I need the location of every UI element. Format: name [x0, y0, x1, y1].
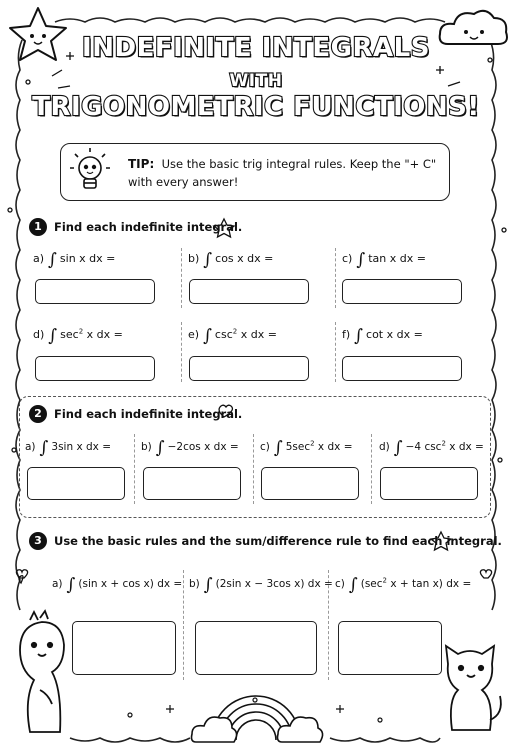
exponent: 2 [310, 439, 315, 448]
answer-box-2b[interactable] [143, 467, 241, 500]
problem-expression: −2cos x dx = [167, 441, 239, 453]
problem-expression-end: x + tan x) dx = [387, 578, 472, 590]
problem-expression: cot x dx = [366, 328, 423, 341]
problem-expression: csc [214, 328, 233, 341]
divider [335, 248, 336, 308]
divider [183, 570, 184, 680]
title-line-1: INDEFINITE INTEGRALS [82, 33, 430, 63]
tip-label: TIP: [128, 157, 155, 171]
integral-sign: ∫ [348, 575, 358, 595]
integral-sign: ∫ [66, 575, 76, 595]
problem-3a [52, 575, 182, 595]
answer-box-3c[interactable] [338, 621, 442, 675]
answer-box-2a[interactable] [27, 467, 125, 500]
title-line-2: WITH [229, 71, 283, 91]
exponent: 2 [232, 327, 238, 336]
problem-expression: sec [60, 328, 79, 341]
integral-sign: ∫ [155, 438, 165, 458]
tip-line-1: Use the basic trig integral rules. Keep the "+ C" [161, 157, 437, 171]
bottom-sparkles [128, 698, 382, 722]
section-1-number: 1 [29, 218, 47, 236]
problem-expression: 3sin x dx = [51, 441, 112, 453]
problem-label: c) [260, 441, 270, 453]
problem-expression-end: x dx = [445, 441, 484, 453]
answer-box-1b[interactable] [189, 279, 309, 304]
problem-2c [260, 438, 353, 458]
problem-label: a) [25, 441, 36, 453]
answer-box-3b[interactable] [195, 621, 317, 675]
problem-3c [335, 575, 471, 595]
section-2-number: 2 [29, 405, 47, 423]
answer-box-3a[interactable] [72, 621, 176, 675]
problem-label: f) [342, 328, 351, 341]
exponent: 2 [382, 576, 388, 585]
problem-expression: 5sec [285, 441, 311, 453]
title-line-3: TRIGONOMETRIC FUNCTIONS! [32, 92, 480, 122]
divider [371, 434, 372, 504]
answer-box-2c[interactable] [261, 467, 359, 500]
exponent: 2 [78, 327, 84, 336]
section-3-number: 3 [29, 532, 47, 550]
problem-1f [342, 326, 423, 346]
problem-label: c) [335, 578, 345, 590]
problem-label: a) [52, 578, 63, 590]
problem-label: a) [33, 252, 45, 265]
problem-label: c) [342, 252, 353, 265]
problem-expression: −4 csc [405, 441, 442, 453]
integral-sign: ∫ [39, 438, 49, 458]
integral-sign: ∫ [203, 250, 213, 270]
problem-label: b) [141, 441, 152, 453]
problem-expression: (sin x + cos x) dx = [78, 578, 183, 590]
problem-expression: (sec [360, 578, 383, 590]
integral-sign: ∫ [354, 326, 364, 346]
problem-expression: sin x dx = [59, 252, 116, 265]
problem-1e [188, 326, 277, 346]
answer-box-1a[interactable] [35, 279, 155, 304]
answer-box-1e[interactable] [189, 356, 309, 381]
problem-label: b) [188, 252, 200, 265]
tip-text [128, 155, 438, 191]
problem-3b [189, 575, 333, 595]
problem-expression: (2sin x − 3cos x) dx = [215, 578, 333, 590]
integral-sign: ∫ [48, 326, 58, 346]
exponent: 2 [441, 439, 446, 448]
problem-expression-end: x dx = [314, 441, 353, 453]
divider [335, 322, 336, 382]
problem-expression: tan x dx = [368, 252, 426, 265]
answer-box-1f[interactable] [342, 356, 462, 381]
section-2-title: Find each indefinite integral. [54, 407, 243, 421]
divider [253, 434, 254, 504]
problem-expression-end: x dx = [83, 328, 123, 341]
problem-label: d) [379, 441, 390, 453]
problem-2d [379, 438, 484, 458]
answer-box-1c[interactable] [342, 279, 462, 304]
integral-sign: ∫ [203, 326, 212, 346]
answer-box-1d[interactable] [35, 356, 155, 381]
dinosaur-character-icon [20, 611, 64, 732]
divider [134, 434, 135, 504]
problem-1a [33, 250, 115, 270]
section-1-title: Find each indefinite integral. [54, 220, 243, 234]
divider [181, 248, 182, 308]
problem-1c [342, 250, 426, 270]
problem-label: d) [33, 328, 45, 341]
integral-sign: ∫ [203, 575, 213, 595]
tip-line-2: with every answer! [128, 175, 239, 189]
answer-box-2d[interactable] [380, 467, 478, 500]
problem-expression-end: x dx = [237, 328, 277, 341]
section-3-title: Use the basic rules and the sum/difference rule to find each integral. [54, 534, 502, 548]
problem-label: e) [188, 328, 200, 341]
problem-label: b) [189, 578, 200, 590]
problem-expression: cos x dx = [215, 252, 274, 265]
integral-sign: ∫ [393, 438, 403, 458]
problem-1d [33, 326, 123, 346]
problem-1b [188, 250, 273, 270]
integral-sign: ∫ [356, 250, 366, 270]
integral-sign: ∫ [48, 250, 57, 270]
problem-2b [141, 438, 239, 458]
problem-2a [25, 438, 111, 458]
integral-sign: ∫ [273, 438, 283, 458]
divider [181, 322, 182, 382]
cat-character-icon [446, 646, 501, 730]
